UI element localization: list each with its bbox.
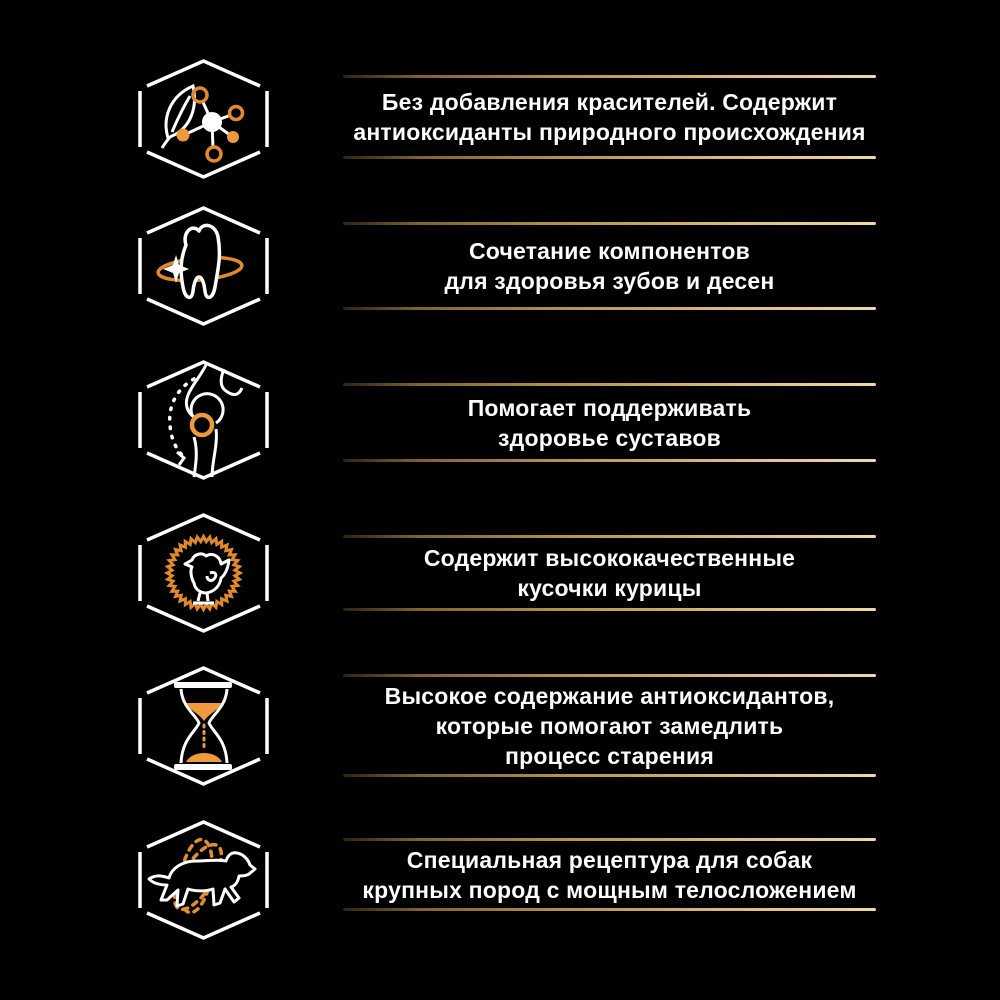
feature-text-line: которые помогают замедлить: [435, 712, 784, 739]
feature-text-line: здоровье суставов: [498, 424, 721, 451]
feature-text: [343, 78, 876, 156]
feature-text-line: процесс старения: [505, 742, 714, 769]
feature-text-line: Содержит высококачественные: [423, 545, 796, 571]
feature-text: [343, 677, 876, 774]
feature-text: [343, 841, 876, 908]
feature-text-line: Высокое содержание антиоксидантов,: [384, 682, 835, 709]
divider-line: [343, 307, 876, 310]
feature-text-line: кусочки курицы: [517, 575, 702, 601]
divider-line: [343, 156, 876, 159]
leaf-molecule-icon: [136, 58, 271, 180]
feature-row: [343, 383, 876, 462]
hourglass-icon: [136, 665, 271, 787]
feature-text: [343, 225, 876, 307]
feature-row: [343, 535, 876, 611]
chicken-badge-icon: [136, 512, 271, 634]
feature-text-line: для здоровья зубов и десен: [444, 268, 775, 294]
feature-text-line: Специальная рецептура для собак: [406, 846, 813, 873]
feature-row: [343, 838, 876, 911]
hexagon-frame: [140, 362, 267, 478]
feature-text-line: Помогает поддерживать: [467, 394, 752, 421]
feature-row: [343, 75, 876, 159]
divider-line: [343, 908, 876, 911]
feature-text: [343, 538, 876, 608]
feature-text-line: Сочетание компонентов: [468, 238, 751, 264]
feature-text-line: Без добавления красителей. Содержит: [381, 89, 838, 115]
feature-text: [343, 386, 876, 459]
divider-line: [343, 774, 876, 777]
feature-row: [343, 222, 876, 310]
tooth-shine-icon: [136, 205, 271, 327]
feature-text-line: антиоксиданты природного происхождения: [353, 119, 866, 145]
feature-text-line: крупных пород с мощным телосложением: [362, 876, 857, 903]
divider-line: [343, 459, 876, 462]
dog-agility-icon: [136, 819, 271, 941]
feature-row: [343, 674, 876, 777]
divider-line: [343, 608, 876, 611]
joint-icon: [136, 359, 271, 481]
